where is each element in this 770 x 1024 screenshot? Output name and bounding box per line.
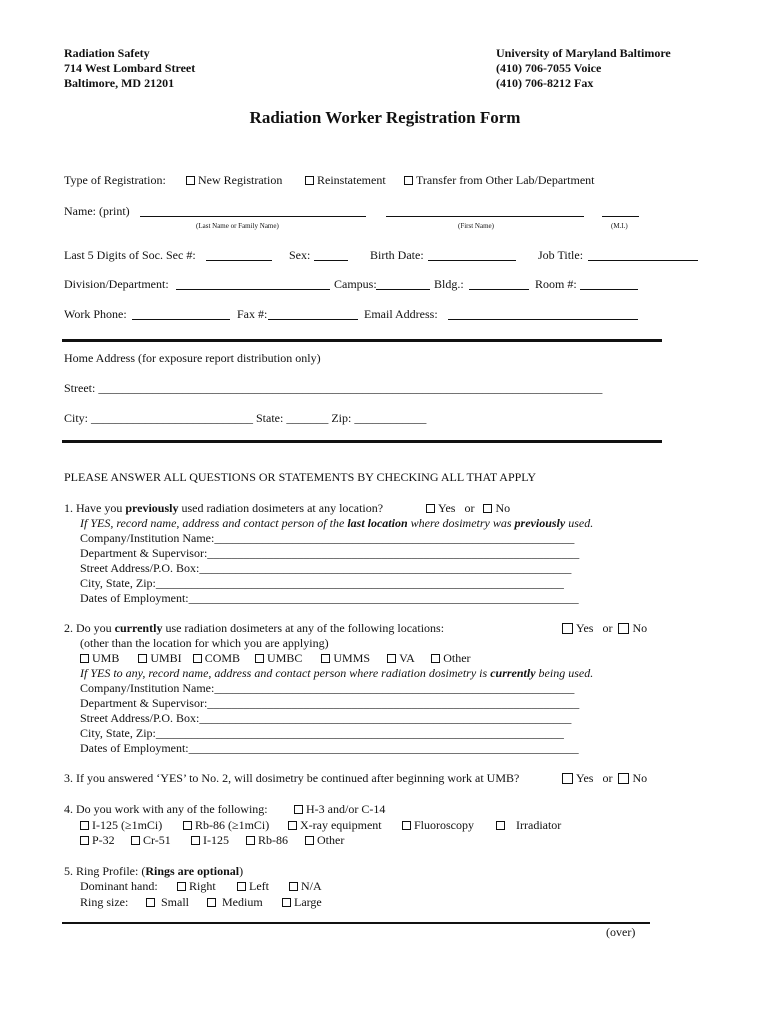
location-label: VA <box>399 651 415 665</box>
q1-emphasis: previously <box>125 501 179 515</box>
q2-department-field[interactable]: Department & Supervisor:______________________________________________________________ <box>80 696 580 710</box>
yes-label: Yes <box>438 501 456 515</box>
size-medium[interactable] <box>207 895 263 910</box>
fax-label: Fax #: <box>237 307 268 321</box>
sex-field[interactable] <box>314 260 348 261</box>
q1-text: 1. Have you <box>64 501 126 515</box>
campus-field[interactable] <box>376 289 430 290</box>
option-rb86-1mci[interactable] <box>183 818 269 833</box>
checkbox-icon[interactable] <box>183 821 192 830</box>
location-umbc[interactable] <box>255 651 302 665</box>
registration-label: Type of Registration: <box>64 173 166 187</box>
option-label: Medium <box>222 895 263 909</box>
checkbox-icon[interactable] <box>402 821 411 830</box>
email-field[interactable] <box>448 319 638 320</box>
q1-city-field[interactable]: City, State, Zip:____________________________________________________________________ <box>80 576 564 590</box>
q1-company-field[interactable]: Company/Institution Name:____________________________________________________________ <box>80 531 575 545</box>
header-right-line: (410) 706-8212 Fax <box>496 76 594 90</box>
no-label: No <box>632 621 648 635</box>
job-title-label: Job Title: <box>538 248 584 262</box>
email-label: Email Address: <box>364 307 438 321</box>
room-label: Room #: <box>535 277 577 291</box>
option-xray-equipment[interactable] <box>288 818 382 833</box>
division-field[interactable] <box>176 289 330 290</box>
location-umbi[interactable] <box>138 651 181 665</box>
location-umb[interactable] <box>80 651 119 665</box>
size-small[interactable] <box>146 895 189 910</box>
q1-note-emphasis: previously <box>514 516 566 530</box>
section-divider <box>62 339 662 342</box>
option-i125[interactable] <box>191 833 229 848</box>
work-phone-field[interactable] <box>132 319 230 320</box>
no-label: No <box>495 501 511 515</box>
option-label: P-32 <box>92 833 115 847</box>
option-p32[interactable] <box>80 833 115 848</box>
q2-dates-field[interactable]: Dates of Employment:_________________________________________________________________ <box>80 741 579 755</box>
option-new-registration[interactable] <box>186 173 282 188</box>
hand-left[interactable] <box>237 879 269 894</box>
checkbox-icon[interactable] <box>496 821 505 830</box>
yes-label: Yes <box>576 771 594 785</box>
question-3: 3. If you answered ‘YES’ to No. 2, will dosimetry be continued after beginning work at UMB? <box>64 771 520 785</box>
checkbox-icon[interactable] <box>282 898 291 907</box>
checkbox-icon[interactable] <box>80 836 89 845</box>
option-label: X-ray equipment <box>300 818 382 832</box>
checkbox-icon[interactable] <box>294 805 303 814</box>
question-5 <box>64 864 243 879</box>
or-label: or <box>602 771 613 785</box>
birth-date-label: Birth Date: <box>370 248 424 262</box>
last-name-field[interactable] <box>140 216 366 217</box>
header-left-line: 714 West Lombard Street <box>64 61 196 75</box>
option-h3-c14[interactable] <box>294 802 385 817</box>
question-1 <box>64 501 383 516</box>
option-irradiator[interactable] <box>496 818 561 833</box>
home-street-field[interactable]: Street: ____________________________________________________________________________________ <box>64 381 603 395</box>
checkbox-icon[interactable] <box>131 836 140 845</box>
bldg-label: Bldg.: <box>434 277 464 291</box>
q5-emphasis: Rings are optional <box>145 864 240 878</box>
header-right-line: University of Maryland Baltimore <box>496 46 671 60</box>
q3-yes-checkbox[interactable] <box>562 773 573 784</box>
checkbox-icon[interactable] <box>288 821 297 830</box>
instructions: PLEASE ANSWER ALL QUESTIONS OR STATEMENTS BY CHECKING ALL THAT APPLY <box>64 470 537 484</box>
home-city-state-zip-field[interactable]: City: ___________________________ State: _______ Zip: ____________ <box>64 411 427 425</box>
section-divider <box>62 440 662 443</box>
q2-street-field[interactable]: Street Address/P.O. Box:______________________________________________________________ <box>80 711 572 725</box>
sex-label: Sex: <box>289 248 311 262</box>
location-label: UMB <box>92 651 120 665</box>
footer-divider <box>62 922 650 924</box>
location-label: UMBC <box>267 651 303 665</box>
location-va[interactable] <box>387 651 414 665</box>
option-label: N/A <box>301 879 322 893</box>
page-over-note: (over) <box>606 925 636 939</box>
or-label: or <box>464 501 475 515</box>
option-label: Small <box>161 895 190 909</box>
room-field[interactable] <box>580 289 638 290</box>
q3-yes-no <box>562 771 647 786</box>
q2-yes-no <box>562 621 647 636</box>
q1-no-checkbox[interactable] <box>483 504 492 513</box>
checkbox-icon[interactable] <box>431 654 440 663</box>
option-label: Other <box>317 833 345 847</box>
first-name-caption: (First Name) <box>458 222 494 230</box>
q2-city-field[interactable]: City, State, Zip:____________________________________________________________________ <box>80 726 564 740</box>
q2-fields <box>80 681 579 756</box>
q2-note: being used. <box>535 666 594 680</box>
q4-row-2 <box>80 818 162 833</box>
option-label: Large <box>294 895 322 909</box>
checkbox-icon[interactable] <box>246 836 255 845</box>
location-label: UMBI <box>150 651 182 665</box>
q5-text: ) <box>239 864 244 878</box>
option-label: Irradiator <box>516 818 562 832</box>
option-other[interactable] <box>305 833 344 848</box>
location-label: Other <box>443 651 471 665</box>
middle-initial-caption: (M.I.) <box>611 222 628 230</box>
q1-note: where dosimetry was <box>407 516 515 530</box>
q1-department-field[interactable]: Department & Supervisor:______________________________________________________________ <box>80 546 580 560</box>
q2-emphasis: currently <box>114 621 163 635</box>
location-label: COMB <box>204 651 241 665</box>
bldg-field[interactable] <box>469 289 529 290</box>
no-label: No <box>632 771 648 785</box>
home-address-label: Home Address (for exposure report distribution only) <box>64 351 321 365</box>
q1-note: If YES, record name, address and contact person of the <box>80 516 348 530</box>
q2-yes-checkbox[interactable] <box>562 623 573 634</box>
ring-size-label: Ring size: <box>80 895 129 909</box>
campus-label: Campus: <box>334 277 377 291</box>
checkbox-icon[interactable] <box>193 654 202 663</box>
ssn-label: Last 5 Digits of Soc. Sec #: <box>64 248 196 262</box>
option-label: Reinstatement <box>317 173 386 187</box>
location-umms[interactable] <box>321 651 370 665</box>
option-label: I-125 <box>203 833 229 847</box>
ssn-field[interactable] <box>206 260 272 261</box>
q2-note-emphasis: currently <box>490 666 536 680</box>
option-label: Rb-86 <box>258 833 288 847</box>
option-reinstatement[interactable] <box>305 173 386 188</box>
or-label: or <box>602 621 613 635</box>
option-cr51[interactable] <box>131 833 171 848</box>
first-name-field[interactable] <box>386 216 584 217</box>
option-label: Transfer from Other Lab/Department <box>416 173 595 187</box>
q2-no-checkbox[interactable] <box>618 623 629 634</box>
q1-yes-no <box>426 501 510 516</box>
middle-initial-field[interactable] <box>602 216 639 217</box>
question-2 <box>64 621 444 636</box>
q5-text: 5. Ring Profile: ( <box>64 864 146 878</box>
birth-date-field[interactable] <box>428 260 516 261</box>
q1-street-field[interactable]: Street Address/P.O. Box:______________________________________________________________ <box>80 561 572 575</box>
option-i125-1mci[interactable] <box>80 818 162 832</box>
q2-company-field[interactable]: Company/Institution Name:____________________________________________________________ <box>80 681 575 695</box>
checkbox-icon[interactable] <box>237 882 246 891</box>
option-label: Left <box>249 879 269 893</box>
q1-dates-field[interactable]: Dates of Employment:_________________________________________________________________ <box>80 591 579 605</box>
institution-contact <box>496 46 671 91</box>
q2-note: If YES to any, record name, address and contact person where radiation dosimetry is <box>80 666 491 680</box>
location-comb[interactable] <box>193 651 240 665</box>
division-label: Division/Department: <box>64 277 169 291</box>
question-4: 4. Do you work with any of the following: <box>64 802 268 816</box>
checkbox-icon[interactable] <box>80 821 89 830</box>
q3-no-checkbox[interactable] <box>618 773 629 784</box>
option-label: I-125 (≥1mCi) <box>92 818 163 832</box>
option-label: Fluoroscopy <box>414 818 474 832</box>
job-title-field[interactable] <box>588 260 698 261</box>
last-name-caption: (Last Name or Family Name) <box>196 222 279 230</box>
q2-subtext: (other than the location for which you are applying) <box>80 636 329 650</box>
dominant-hand-label: Dominant hand: <box>80 879 158 893</box>
option-transfer[interactable] <box>404 173 595 188</box>
checkbox-icon[interactable] <box>191 836 200 845</box>
option-label: Right <box>189 879 216 893</box>
option-label: Rb-86 (≥1mCi) <box>195 818 270 832</box>
q1-instruction <box>80 516 593 531</box>
q2-text: 2. Do you <box>64 621 115 635</box>
checkbox-icon[interactable] <box>305 176 314 185</box>
option-label: New Registration <box>198 173 283 187</box>
location-other[interactable] <box>431 651 470 665</box>
checkbox-icon[interactable] <box>177 882 186 891</box>
q1-note: used. <box>565 516 594 530</box>
header-left-line: Baltimore, MD 21201 <box>64 76 175 90</box>
checkbox-icon[interactable] <box>80 654 89 663</box>
q1-fields <box>80 531 579 606</box>
fax-field[interactable] <box>268 319 358 320</box>
q2-text: use radiation dosimeters at any of the following locations: <box>162 621 445 635</box>
checkbox-icon[interactable] <box>138 654 147 663</box>
name-label: Name: (print) <box>64 204 130 218</box>
q1-note-emphasis: last location <box>347 516 408 530</box>
option-label: Cr-51 <box>143 833 171 847</box>
option-label: H-3 and/or C-14 <box>306 802 386 816</box>
location-label: UMMS <box>333 651 371 665</box>
option-fluoroscopy[interactable] <box>402 818 474 833</box>
hand-right[interactable] <box>177 879 216 894</box>
form-title: Radiation Worker Registration Form <box>249 108 521 127</box>
checkbox-icon[interactable] <box>207 898 216 907</box>
option-rb86[interactable] <box>246 833 288 848</box>
header-left-line: Radiation Safety <box>64 46 150 60</box>
q1-yes-checkbox[interactable] <box>426 504 435 513</box>
header-right-line: (410) 706-7055 Voice <box>496 61 602 75</box>
checkbox-icon[interactable] <box>321 654 330 663</box>
yes-label: Yes <box>576 621 594 635</box>
checkbox-icon[interactable] <box>387 654 396 663</box>
hand-na[interactable] <box>289 879 322 894</box>
work-phone-label: Work Phone: <box>64 307 127 321</box>
size-large[interactable] <box>282 895 322 910</box>
checkbox-icon[interactable] <box>186 176 195 185</box>
checkbox-icon[interactable] <box>305 836 314 845</box>
checkbox-icon[interactable] <box>404 176 413 185</box>
q2-instruction <box>80 666 593 681</box>
checkbox-icon[interactable] <box>289 882 298 891</box>
checkbox-icon[interactable] <box>146 898 155 907</box>
sender-address <box>64 46 195 91</box>
checkbox-icon[interactable] <box>255 654 264 663</box>
q1-text: used radiation dosimeters at any location? <box>178 501 384 515</box>
q2-locations <box>80 651 471 666</box>
